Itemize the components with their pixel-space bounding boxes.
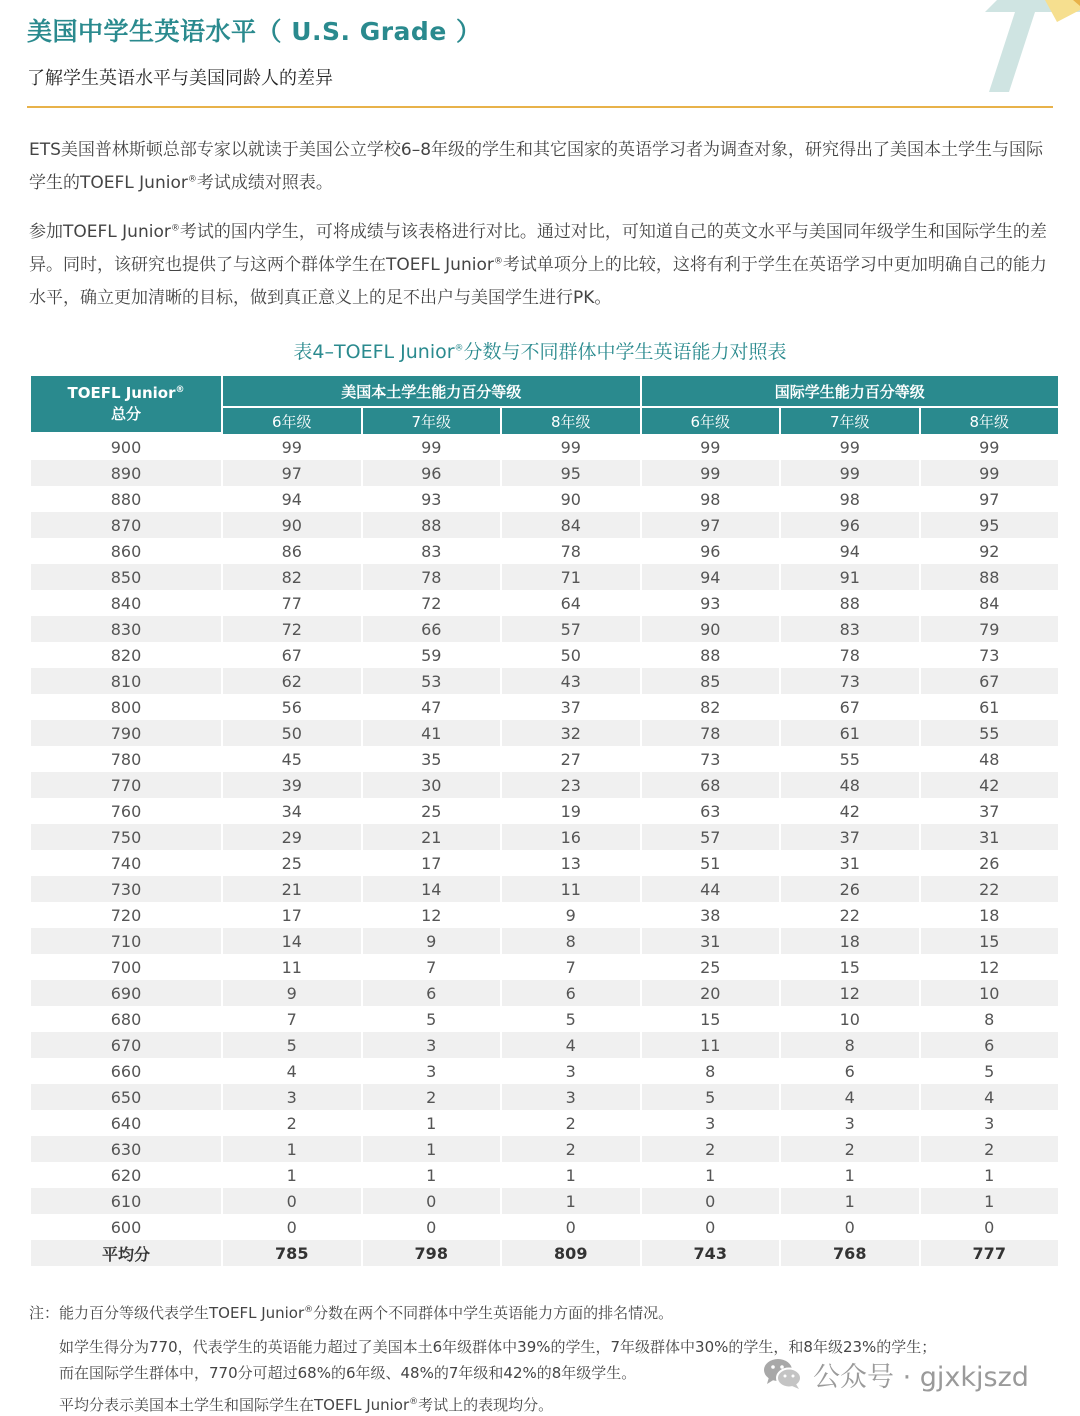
percentile-cell: 6: [921, 1032, 1059, 1058]
percentile-cell: 79: [921, 616, 1059, 642]
percentile-cell: 15: [700, 1009, 721, 1029]
table-row: [31, 850, 1058, 876]
percentile-cell: 3: [705, 1113, 716, 1133]
percentile-cell: 96: [363, 460, 501, 486]
grade-header: 8年级: [502, 408, 640, 434]
percentile-cell: 96: [700, 541, 721, 561]
percentile-cell: 64: [560, 593, 581, 613]
score-cell: 660: [110, 1061, 142, 1081]
table-row: [31, 538, 1058, 564]
table-row: [31, 746, 1058, 772]
score-cell: 690: [31, 980, 221, 1006]
percentile-cell: 31: [839, 853, 860, 873]
percentile-cell: 55: [839, 749, 860, 769]
group-header-international: 国际学生能力百分等级: [642, 376, 1059, 408]
percentile-cell: 3: [565, 1061, 576, 1081]
percentile-cell: 9: [565, 905, 576, 925]
percentile-cell: 99: [281, 437, 302, 457]
percentile-cell: 21: [223, 876, 361, 902]
score-cell: 610: [31, 1188, 221, 1214]
table-row: [31, 1084, 1058, 1110]
percentile-cell: 8: [705, 1061, 716, 1081]
score-comparison-table: [29, 376, 1060, 1266]
percentile-cell: 86: [281, 541, 302, 561]
percentile-cell: 26: [979, 853, 1000, 873]
table-row: [31, 694, 1058, 720]
percentile-cell: 1: [844, 1165, 855, 1185]
percentile-cell: 23: [502, 772, 640, 798]
percentile-cell: 1: [502, 1188, 640, 1214]
score-cell: 890: [31, 460, 221, 486]
percentile-cell: 2: [363, 1084, 501, 1110]
percentile-cell: 73: [781, 668, 919, 694]
percentile-cell: 25: [281, 853, 302, 873]
grade-header: 6年级: [642, 408, 780, 434]
score-cell: 800: [110, 697, 142, 717]
percentile-cell: 31: [642, 928, 780, 954]
average-cell: 743: [642, 1240, 780, 1266]
percentile-cell: 4: [781, 1084, 919, 1110]
percentile-cell: 2: [502, 1136, 640, 1162]
percentile-cell: 99: [781, 460, 919, 486]
percentile-cell: 57: [502, 616, 640, 642]
table-row: [31, 486, 1058, 512]
table-row: [31, 1110, 1058, 1136]
score-cell: 860: [110, 541, 142, 561]
table-row: [31, 512, 1058, 538]
percentile-cell: 0: [705, 1217, 716, 1237]
percentile-cell: 4: [286, 1061, 297, 1081]
percentile-cell: 97: [979, 489, 1000, 509]
percentile-cell: 99: [839, 437, 860, 457]
score-cell: 870: [31, 512, 221, 538]
percentile-cell: 0: [984, 1217, 995, 1237]
score-cell: 900: [110, 437, 142, 457]
percentile-cell: 3: [502, 1084, 640, 1110]
table-row: [31, 1136, 1058, 1162]
table-row: [31, 1006, 1058, 1032]
percentile-cell: 8: [781, 1032, 919, 1058]
note-line: 如学生得分为770，代表学生的英语能力超过了美国本土6年级群体中39%的学生，7年级群体中30%的学生，和8年级23%的学生；: [59, 1338, 937, 1356]
percentile-cell: 50: [560, 645, 581, 665]
table-row: [31, 980, 1058, 1006]
table-row: [31, 616, 1058, 642]
percentile-cell: 3: [984, 1113, 995, 1133]
average-label: 平均分: [31, 1240, 221, 1266]
percentile-cell: 31: [921, 824, 1059, 850]
percentile-cell: 14: [363, 876, 501, 902]
percentile-cell: 61: [781, 720, 919, 746]
percentile-cell: 95: [502, 460, 640, 486]
percentile-cell: 48: [781, 772, 919, 798]
percentile-cell: 61: [979, 697, 1000, 717]
percentile-cell: 7: [286, 1009, 297, 1029]
percentile-cell: 98: [839, 489, 860, 509]
percentile-cell: 0: [565, 1217, 576, 1237]
percentile-cell: 45: [281, 749, 302, 769]
note-line: 平均分表示美国本土学生和国际学生在TOEFL Junior®考试上的表现均分。: [59, 1396, 554, 1414]
table-row: [31, 460, 1058, 486]
percentile-cell: 19: [560, 801, 581, 821]
score-cell: 880: [110, 489, 142, 509]
percentile-cell: 17: [281, 905, 302, 925]
percentile-cell: 78: [642, 720, 780, 746]
percentile-cell: 99: [979, 437, 1000, 457]
table-row: [31, 1188, 1058, 1214]
percentile-cell: 10: [921, 980, 1059, 1006]
percentile-cell: 62: [223, 668, 361, 694]
percentile-cell: 37: [560, 697, 581, 717]
percentile-cell: 88: [700, 645, 721, 665]
percentile-cell: 11: [642, 1032, 780, 1058]
percentile-cell: 13: [560, 853, 581, 873]
percentile-cell: 5: [565, 1009, 576, 1029]
percentile-cell: 3: [426, 1061, 437, 1081]
percentile-cell: 94: [281, 489, 302, 509]
percentile-cell: 38: [700, 905, 721, 925]
percentile-cell: 2: [286, 1113, 297, 1133]
percentile-cell: 37: [781, 824, 919, 850]
score-cell: 640: [110, 1113, 142, 1133]
table-row: [31, 564, 1058, 590]
percentile-cell: 1: [363, 1136, 501, 1162]
intro-paragraph-1: ETS美国普林斯顿总部专家以就读于美国公立学校6–8年级的学生和其它国家的英语学习者为调查对象，研究得出了美国本土学生与国际学生的TOEFL Junior®考试成绩对照表。: [29, 140, 1044, 193]
table-body: [31, 434, 1058, 1266]
percentile-cell: 41: [363, 720, 501, 746]
header-divider: [27, 106, 1053, 108]
table-row: [31, 954, 1058, 980]
page-title: 美国中学生英语水平（ U.S. Grade ）: [27, 17, 482, 46]
percentile-cell: 0: [844, 1217, 855, 1237]
percentile-cell: 90: [223, 512, 361, 538]
percentile-cell: 27: [560, 749, 581, 769]
percentile-cell: 26: [781, 876, 919, 902]
percentile-cell: 3: [363, 1032, 501, 1058]
percentile-cell: 8: [502, 928, 640, 954]
page-subtitle: 了解学生英语水平与美国同龄人的差异: [27, 68, 333, 89]
percentile-cell: 0: [426, 1217, 437, 1237]
percentile-cell: 0: [642, 1188, 780, 1214]
percentile-cell: 55: [921, 720, 1059, 746]
percentile-cell: 72: [223, 616, 361, 642]
percentile-cell: 1: [426, 1113, 437, 1133]
percentile-cell: 39: [223, 772, 361, 798]
percentile-cell: 1: [223, 1136, 361, 1162]
table-row: [31, 1214, 1058, 1240]
percentile-cell: 88: [363, 512, 501, 538]
percentile-cell: 73: [700, 749, 721, 769]
percentile-cell: 82: [223, 564, 361, 590]
percentile-cell: 15: [921, 928, 1059, 954]
percentile-cell: 11: [502, 876, 640, 902]
percentile-cell: 67: [921, 668, 1059, 694]
percentile-cell: 0: [363, 1188, 501, 1214]
percentile-cell: 18: [781, 928, 919, 954]
percentile-cell: 9: [363, 928, 501, 954]
percentile-cell: 18: [979, 905, 1000, 925]
table-row: [31, 642, 1058, 668]
percentile-cell: 7: [426, 957, 437, 977]
score-cell: 710: [31, 928, 221, 954]
table-row: [31, 1162, 1058, 1188]
percentile-cell: 99: [642, 460, 780, 486]
percentile-cell: 1: [565, 1165, 576, 1185]
percentile-cell: 7: [565, 957, 576, 977]
percentile-cell: 53: [363, 668, 501, 694]
score-cell: 770: [31, 772, 221, 798]
score-cell: 670: [31, 1032, 221, 1058]
percentile-cell: 11: [281, 957, 302, 977]
percentile-cell: 47: [421, 697, 442, 717]
percentile-cell: 85: [642, 668, 780, 694]
percentile-cell: 78: [560, 541, 581, 561]
score-cell: 840: [110, 593, 142, 613]
score-cell: 620: [110, 1165, 142, 1185]
score-cell: 830: [31, 616, 221, 642]
percentile-cell: 91: [781, 564, 919, 590]
percentile-cell: 84: [502, 512, 640, 538]
percentile-cell: 3: [844, 1113, 855, 1133]
percentile-cell: 2: [642, 1136, 780, 1162]
percentile-cell: 25: [421, 801, 442, 821]
percentile-cell: 5: [426, 1009, 437, 1029]
score-cell: 700: [110, 957, 142, 977]
percentile-cell: 1: [781, 1188, 919, 1214]
grade-header: 7年级: [363, 408, 501, 434]
percentile-cell: 83: [421, 541, 442, 561]
percentile-cell: 88: [921, 564, 1059, 590]
percentile-cell: 6: [363, 980, 501, 1006]
percentile-cell: 95: [921, 512, 1059, 538]
score-cell: 730: [31, 876, 221, 902]
percentile-cell: 84: [979, 593, 1000, 613]
score-cell: 810: [31, 668, 221, 694]
score-column-header: TOEFL Junior® 总分: [31, 376, 221, 434]
percentile-cell: 2: [921, 1136, 1059, 1162]
percentile-cell: 50: [223, 720, 361, 746]
score-cell: 650: [31, 1084, 221, 1110]
percentile-cell: 72: [421, 593, 442, 613]
percentile-cell: 2: [781, 1136, 919, 1162]
grade-header: 8年级: [921, 408, 1059, 434]
table-row: [31, 1032, 1058, 1058]
table-row: [31, 1058, 1058, 1084]
table-row: [31, 824, 1058, 850]
percentile-cell: 78: [363, 564, 501, 590]
table-row: [31, 590, 1058, 616]
percentile-cell: 94: [839, 541, 860, 561]
percentile-cell: 6: [502, 980, 640, 1006]
percentile-cell: 9: [223, 980, 361, 1006]
percentile-cell: 90: [560, 489, 581, 509]
percentile-cell: 12: [781, 980, 919, 1006]
percentile-cell: 1: [705, 1165, 716, 1185]
percentile-cell: 59: [421, 645, 442, 665]
table-row: [31, 668, 1058, 694]
percentile-cell: 1: [426, 1165, 437, 1185]
percentile-cell: 99: [921, 460, 1059, 486]
average-cell: 768: [781, 1240, 919, 1266]
percentile-cell: 67: [281, 645, 302, 665]
table-row: [31, 772, 1058, 798]
percentile-cell: 97: [223, 460, 361, 486]
percentile-cell: 1: [984, 1165, 995, 1185]
average-cell: 777: [921, 1240, 1059, 1266]
percentile-cell: 21: [363, 824, 501, 850]
score-cell: 780: [110, 749, 142, 769]
table-title: 表4–TOEFL Junior®分数与不同群体中学生英语能力对照表: [293, 341, 787, 363]
score-cell: 630: [31, 1136, 221, 1162]
percentile-cell: 56: [281, 697, 302, 717]
percentile-cell: 1: [921, 1188, 1059, 1214]
percentile-cell: 90: [642, 616, 780, 642]
percentile-cell: 68: [642, 772, 780, 798]
percentile-cell: 43: [502, 668, 640, 694]
percentile-cell: 12: [421, 905, 442, 925]
percentile-cell: 17: [421, 853, 442, 873]
score-cell: 850: [31, 564, 221, 590]
percentile-cell: 20: [642, 980, 780, 1006]
percentile-cell: 5: [984, 1061, 995, 1081]
percentile-cell: 71: [502, 564, 640, 590]
score-cell: 750: [31, 824, 221, 850]
score-cell: 760: [110, 801, 142, 821]
percentile-cell: 67: [839, 697, 860, 717]
percentile-cell: 98: [700, 489, 721, 509]
percentile-cell: 57: [642, 824, 780, 850]
percentile-cell: 92: [979, 541, 1000, 561]
percentile-cell: 99: [560, 437, 581, 457]
percentile-cell: 99: [700, 437, 721, 457]
note-line: 而在国际学生群体中，770分可超过68%的6年级、48%的7年级和42%的8年级学生。: [59, 1364, 637, 1382]
grade-header: 6年级: [223, 408, 361, 434]
percentile-cell: 77: [281, 593, 302, 613]
percentile-cell: 25: [700, 957, 721, 977]
percentile-cell: 35: [421, 749, 442, 769]
table-row: [31, 720, 1058, 746]
percentile-cell: 82: [700, 697, 721, 717]
percentile-cell: 51: [700, 853, 721, 873]
wechat-icon: [763, 1357, 803, 1391]
percentile-cell: 5: [642, 1084, 780, 1110]
percentile-cell: 78: [839, 645, 860, 665]
percentile-cell: 73: [979, 645, 1000, 665]
grade-header: 7年级: [781, 408, 919, 434]
percentile-cell: 37: [979, 801, 1000, 821]
watermark: [763, 1354, 1029, 1394]
percentile-cell: 8: [984, 1009, 995, 1029]
percentile-cell: 96: [781, 512, 919, 538]
score-cell: 720: [110, 905, 142, 925]
intro-paragraph-2: 参加TOEFL Junior®考试的国内学生，可将成绩与该表格进行对比。通过对比，可知道自己的英文水平与美国同年级学生和国际学生的差异。同时，该研究也提供了与这两个群体学生在TOEFL Junior®考试单项分上的比较，这将有利于学生在英语学习中更加明确自己的能力水平，确立更加清晰的目标，做到真正意义上的足不出户与美国学生进行PK。: [29, 222, 1047, 308]
percentile-cell: 63: [700, 801, 721, 821]
percentile-cell: 15: [839, 957, 860, 977]
percentile-cell: 94: [642, 564, 780, 590]
percentile-cell: 10: [839, 1009, 860, 1029]
percentile-cell: 93: [700, 593, 721, 613]
percentile-cell: 4: [921, 1084, 1059, 1110]
percentile-cell: 66: [363, 616, 501, 642]
percentile-cell: 16: [502, 824, 640, 850]
percentile-cell: 88: [839, 593, 860, 613]
percentile-cell: 29: [223, 824, 361, 850]
table-row: [31, 434, 1058, 460]
percentile-cell: 97: [642, 512, 780, 538]
percentile-cell: 44: [642, 876, 780, 902]
percentile-cell: 0: [286, 1217, 297, 1237]
score-cell: 600: [110, 1217, 142, 1237]
percentile-cell: 14: [223, 928, 361, 954]
percentile-cell: 22: [839, 905, 860, 925]
percentile-cell: 93: [421, 489, 442, 509]
average-cell: 798: [363, 1240, 501, 1266]
percentile-cell: 4: [502, 1032, 640, 1058]
percentile-cell: 34: [281, 801, 302, 821]
watermark-text: 公众号 · gjxkjszd: [813, 1361, 1029, 1393]
score-cell: 790: [31, 720, 221, 746]
table-row: [31, 876, 1058, 902]
average-cell: 785: [223, 1240, 361, 1266]
percentile-cell: 5: [223, 1032, 361, 1058]
percentile-cell: 2: [565, 1113, 576, 1133]
group-header-us: 美国本土学生能力百分等级: [223, 376, 640, 408]
note-line: 注：能力百分等级代表学生TOEFL Junior®分数在两个不同群体中学生英语能力方面的排名情况。: [29, 1304, 674, 1322]
percentile-cell: 3: [223, 1084, 361, 1110]
percentile-cell: 32: [502, 720, 640, 746]
table-row: [31, 798, 1058, 824]
percentile-cell: 22: [921, 876, 1059, 902]
score-cell: 680: [110, 1009, 142, 1029]
score-cell: 740: [110, 853, 142, 873]
percentile-cell: 99: [421, 437, 442, 457]
percentile-cell: 30: [363, 772, 501, 798]
table-row: [31, 902, 1058, 928]
percentile-cell: 42: [839, 801, 860, 821]
percentile-cell: 0: [223, 1188, 361, 1214]
average-row: [31, 1240, 1058, 1266]
percentile-cell: 6: [844, 1061, 855, 1081]
score-cell: 820: [110, 645, 142, 665]
percentile-cell: 42: [921, 772, 1059, 798]
percentile-cell: 48: [979, 749, 1000, 769]
percentile-cell: 12: [979, 957, 1000, 977]
brand-logo-graphic: [975, 0, 1080, 95]
table-row: [31, 928, 1058, 954]
percentile-cell: 1: [286, 1165, 297, 1185]
average-cell: 809: [502, 1240, 640, 1266]
percentile-cell: 83: [781, 616, 919, 642]
